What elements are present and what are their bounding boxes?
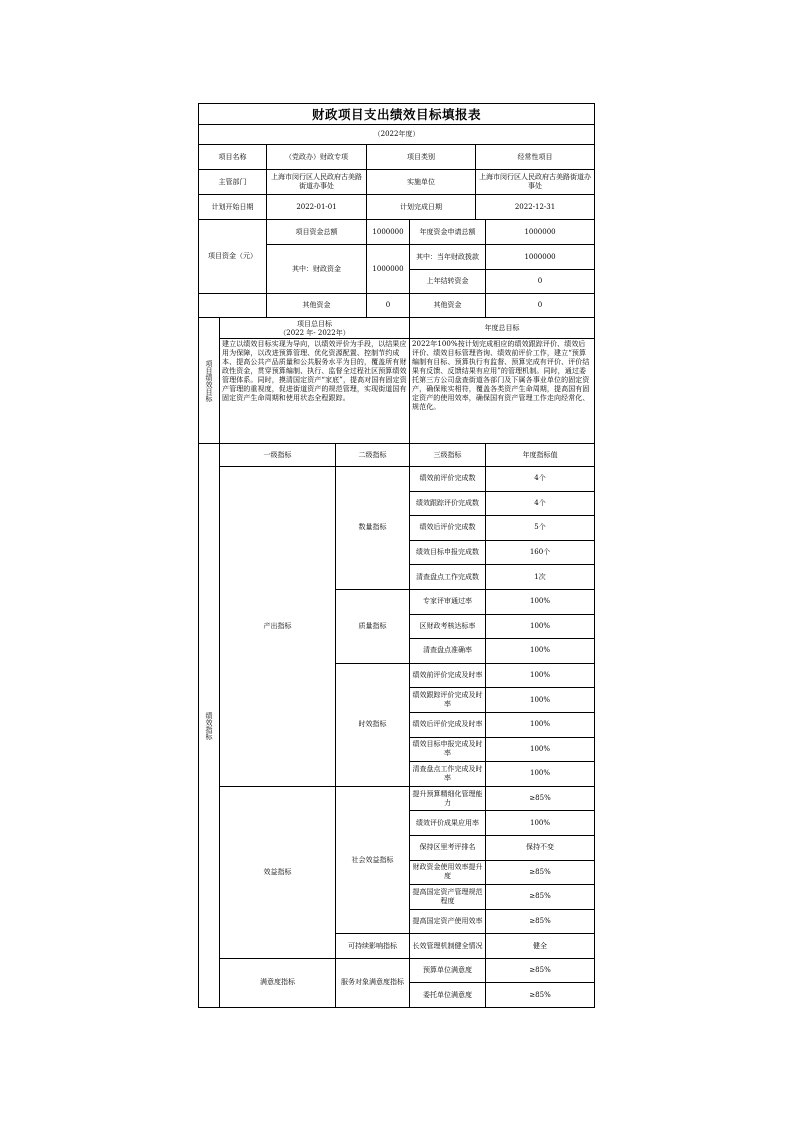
indicator-value: 100% (486, 589, 595, 614)
satisfaction-indicator: 满意度指标 (220, 958, 336, 1007)
indicator-value: 100% (486, 712, 595, 737)
funds-fiscal-label: 其中：财政资金 (267, 245, 367, 294)
project-name-value: （党政办）财政专项 (267, 145, 367, 170)
form-table (198, 103, 595, 1008)
service-satisfaction-indicator: 服务对象满意度指标 (336, 958, 410, 1007)
funds-other2-value: 0 (486, 294, 595, 318)
indicators-label: 绩效指标 (199, 444, 220, 1008)
impl-unit-label: 实施单位 (367, 170, 476, 195)
quantity-indicator: 数量指标 (336, 467, 410, 590)
indicator-value: 100% (486, 663, 595, 688)
funds-label: 项目资金（元） (199, 220, 267, 294)
indicator-value: ≥85% (486, 885, 595, 910)
start-date-value: 2022-01-01 (267, 195, 367, 220)
indicator-name: 绩效前评价完成及时率 (410, 663, 486, 688)
indicator-value: 100% (486, 811, 595, 836)
project-type-value: 经常性项目 (476, 145, 595, 170)
end-date-label: 计划完成日期 (367, 195, 476, 220)
sustain-indicator: 可持续影响指标 (336, 934, 410, 959)
indicator-name: 清查盘点准确率 (410, 639, 486, 664)
start-date-label: 计划开始日期 (199, 195, 267, 220)
indicator-name: 绩效前评价完成数 (410, 467, 486, 492)
indicator-name: 清查盘点工作完成数 (410, 565, 486, 590)
indicator-value: 100% (486, 737, 595, 762)
annual-goal-label: 年度总目标 (410, 318, 595, 339)
indicator-value: ≥85% (486, 909, 595, 934)
indicator-name: 长效管理机制健全情况 (410, 934, 486, 959)
indicator-value: 100% (486, 614, 595, 639)
indicator-value: 100% (486, 688, 595, 713)
dept-label: 主管部门 (199, 170, 267, 195)
indicator-value: 100% (486, 762, 595, 787)
indicator-name: 绩效目标申报完成及时率 (410, 737, 486, 762)
indicator-name: 提高国定资产管理规范程度 (410, 885, 486, 910)
overall-goal-text: 建立以绩效目标实现为导向，以绩效评价为手段，以结果应用为保障，以改进预算管理、优化资源配置、控制节约成本、提高公共产品质量和公共服务水平为目的，覆盖所有财政性资金，贯穿预算编制、执行、监督全过程社区预算绩效管理体系。同时，摸清国定资产“家底”，提高对国有固定资产管理的重视度，促进街道资产的规范管理，实现街道国有固定资产生命周期和使用状态全程跟踪。 (220, 339, 410, 444)
indicator-value: 100% (486, 639, 595, 664)
social-benefit-indicator: 社会效益指标 (336, 786, 410, 934)
overall-goal-header (220, 318, 410, 339)
funds-fiscal-value: 1000000 (367, 245, 410, 294)
indicator-name: 财政资金使用效率提升度 (410, 860, 486, 885)
indicator-name: 保持区里考评排名 (410, 835, 486, 860)
indicator-value: ≥85% (486, 786, 595, 811)
impl-unit-value: 上海市闵行区人民政府古美路街道办事处 (476, 170, 595, 195)
overall-goal-label: 项目总目标 (297, 320, 332, 328)
indicator-name: 绩效目标申报完成数 (410, 540, 486, 565)
performance-target-form (198, 103, 594, 1008)
funds-current-label: 其中：当年财政拨款 (410, 245, 486, 270)
indicator-value: ≥85% (486, 860, 595, 885)
form-year: （2022年度） (199, 125, 595, 145)
h-target: 年度指标值 (486, 444, 595, 467)
indicator-value: 160个 (486, 540, 595, 565)
h-level3: 三级指标 (410, 444, 486, 467)
funds-other-value: 0 (367, 294, 410, 318)
project-name-label: 项目名称 (199, 145, 267, 170)
goals-label: 项目绩效目标 (199, 318, 220, 444)
funds-other2-label: 其他资金 (410, 294, 486, 318)
timeliness-indicator: 时效指标 (336, 663, 410, 786)
indicator-value: 4个 (486, 467, 595, 492)
overall-goal-period: （2022 年- 2022年） (279, 329, 350, 337)
indicator-value: 保持不变 (486, 835, 595, 860)
indicator-name: 绩效后评价完成及时率 (410, 712, 486, 737)
indicator-name: 绩效后评价完成数 (410, 516, 486, 541)
indicator-name: 专家评审通过率 (410, 589, 486, 614)
form-title: 财政项目支出绩效目标填报表 (199, 104, 595, 125)
funds-total-value: 1000000 (367, 220, 410, 245)
indicator-value: 5个 (486, 516, 595, 541)
h-level1: 一级指标 (220, 444, 336, 467)
h-level2: 二级指标 (336, 444, 410, 467)
benefit-indicator: 效益指标 (220, 786, 336, 958)
indicator-name: 提升预算精细化管理能力 (410, 786, 486, 811)
funds-current-value: 1000000 (486, 245, 595, 270)
project-type-label: 项目类别 (367, 145, 476, 170)
end-date-value: 2022-12-31 (476, 195, 595, 220)
output-indicator: 产出指标 (220, 467, 336, 787)
indicator-name: 绩效评价成果应用率 (410, 811, 486, 836)
dept-value: 上海市闵行区人民政府古美路街道办事处 (267, 170, 367, 195)
indicator-name: 绩效跟踪评价完成及时率 (410, 688, 486, 713)
quality-indicator: 质量指标 (336, 589, 410, 663)
funds-other-label: 其他资金 (267, 294, 367, 318)
funds-carry-value: 0 (486, 270, 595, 294)
indicator-value: 健全 (486, 934, 595, 959)
indicator-name: 提高国定资产使用效率 (410, 909, 486, 934)
indicator-name: 绩效跟踪评价完成数 (410, 491, 486, 516)
funds-carry-label: 上年结转资金 (410, 270, 486, 294)
indicator-name: 委托单位满意度 (410, 983, 486, 1008)
annual-goal-text: 2022年100%按计划完成相应的绩效跟踪评价、绩效后评价、绩效目标管理咨询、绩效前评价工作，建立“预算编制有目标、预算执行有监督、预算完成有评价、评价结果有反馈、反馈结果有应用”的管理机制。同时，通过委托第三方公司盘查街道各部门及下属各事业单位的固定资产，确保账实相符，覆盖各类资产生命周期，提高国有固定资产的使用效率，确保国有资产管理工作走向经常化、规范化。 (410, 339, 595, 444)
indicator-name: 清查盘点工作完成及时率 (410, 762, 486, 787)
funds-annual-value: 1000000 (486, 220, 595, 245)
indicator-value: 4个 (486, 491, 595, 516)
funds-annual-label: 年度资金申请总额 (410, 220, 486, 245)
indicator-value: ≥85% (486, 983, 595, 1008)
indicator-name: 预算单位满意度 (410, 958, 486, 983)
funds-total-label: 项目资金总额 (267, 220, 367, 245)
indicator-value: ≥85% (486, 958, 595, 983)
indicator-name: 区财政考核达标率 (410, 614, 486, 639)
indicator-value: 1次 (486, 565, 595, 590)
